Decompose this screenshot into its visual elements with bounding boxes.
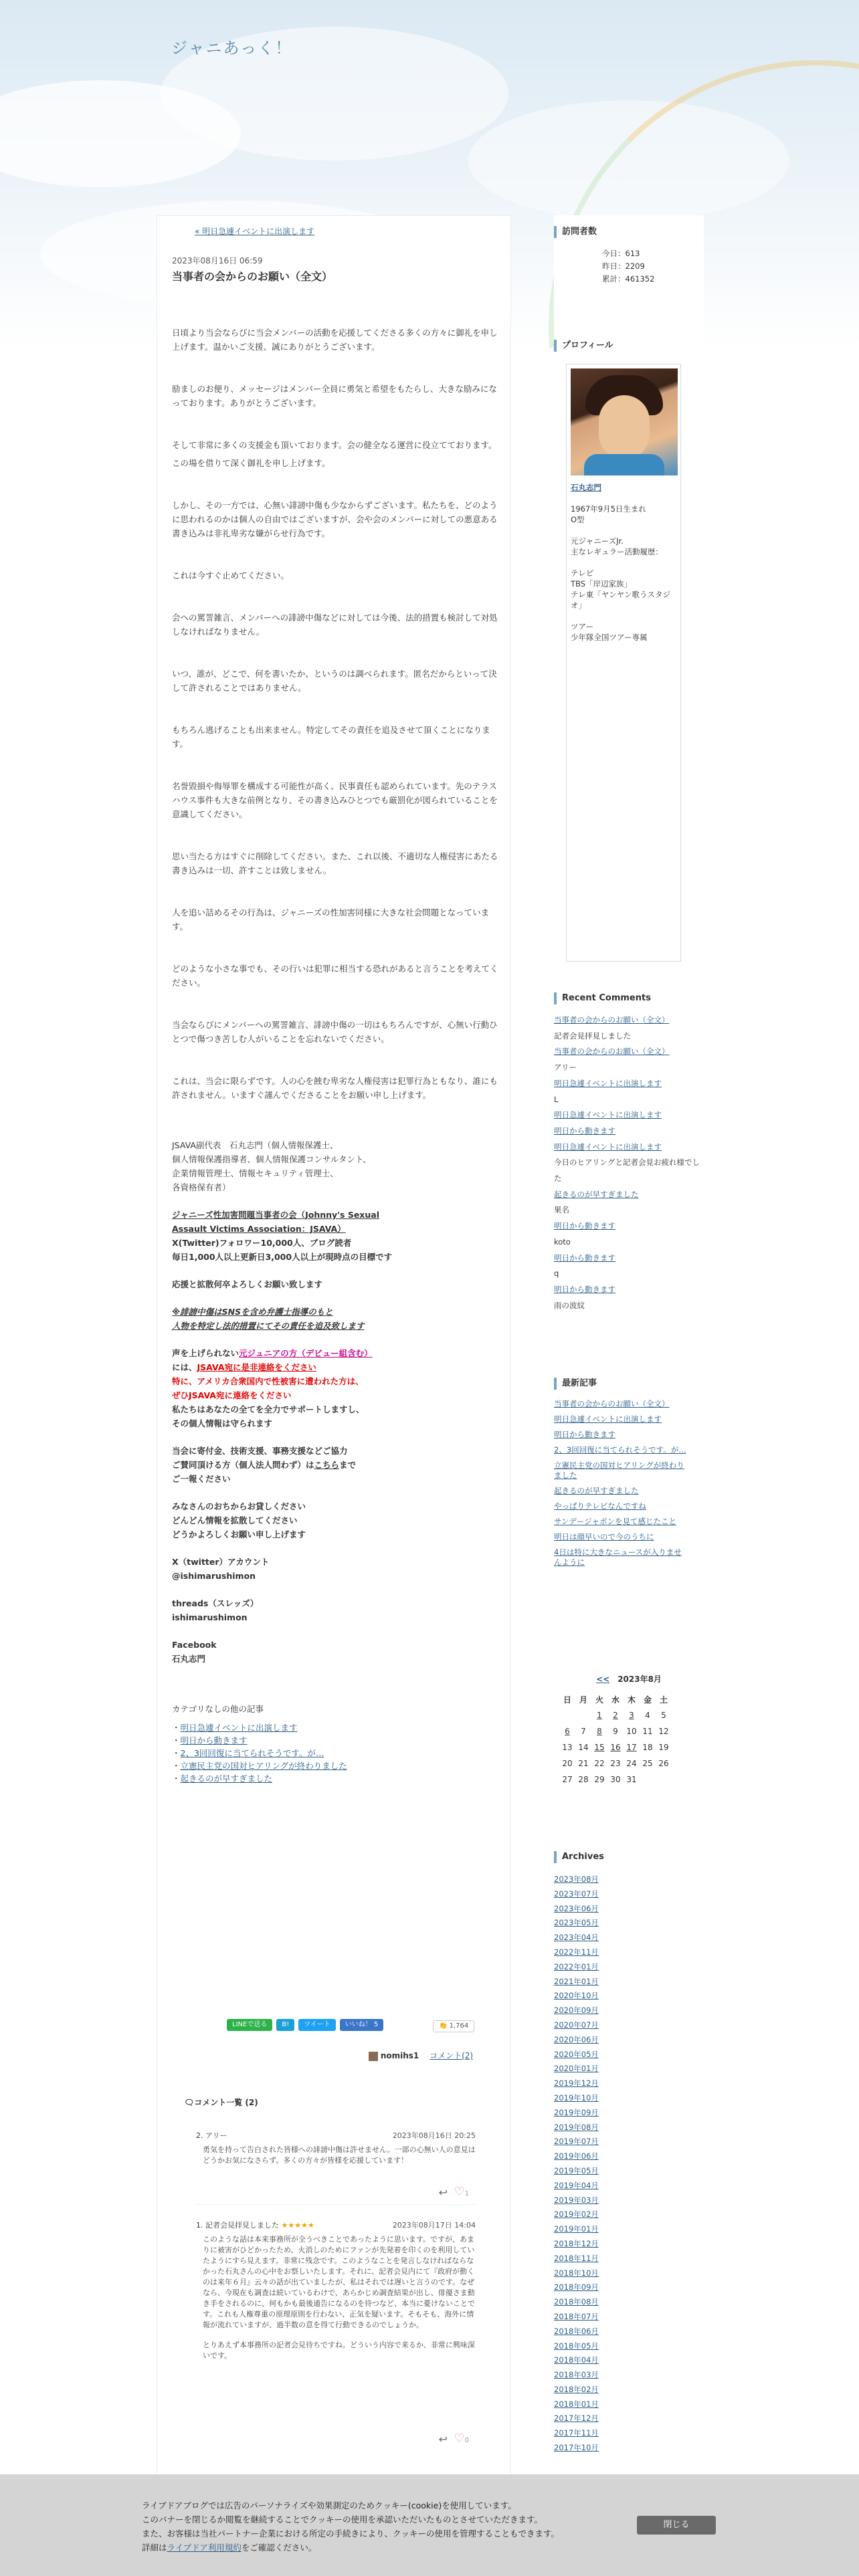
calendar-day-header: 金 [643,1695,652,1705]
site-title[interactable]: ジャニあっく！ [171,39,293,58]
recent-comment-author: koto [554,1237,571,1247]
recent-comment-author: L [554,1094,559,1104]
comment-icon: 🗨 [184,2098,195,2107]
recent-comment-author: 記者会見拝見しました [554,1031,631,1041]
archive-link[interactable]: 2019年08月 [554,2122,599,2132]
calendar-day[interactable]: 15 [594,1743,605,1752]
calendar-day: 22 [594,1759,605,1768]
clap-icon: 👏 [439,2022,448,2030]
calendar-day [575,1707,591,1723]
paragraph: この場を借りて深く御礼を申し上げます。 [172,458,330,468]
donation-text: 当会に寄付金、技術支援、事務支援などご協力 [172,1446,348,1456]
contact-jsava-highlight: JSAVA宛に是非連絡をください [197,1362,316,1372]
comments-heading [184,2097,258,2108]
signature [172,1138,500,1194]
paragraph: これは今すぐ止めてください。 [172,570,290,580]
calendar-day[interactable]: 1 [597,1711,602,1720]
cookie-text: 詳細は [142,2543,167,2553]
other-post-link[interactable]: 2、3回回復に当てられそうです。が… [180,1748,324,1758]
comments-link[interactable]: コメント(2) [430,2051,474,2060]
calendar-day-header: 日 [563,1695,571,1705]
archive-link[interactable]: 2019年10月 [554,2092,599,2103]
archive-link[interactable]: 2019年12月 [554,2078,599,2088]
line-share-button[interactable]: LINEで送る [227,2019,272,2031]
recent-comment-post-link[interactable]: 明日急遽イベントに出演します [554,1078,662,1088]
archive-link[interactable]: 2018年07月 [554,2311,599,2321]
x-account-label: X（twitter）アカウント [172,1557,270,1567]
calendar-day-header: 土 [659,1695,668,1705]
reply-icon[interactable]: ↩ [438,2186,448,2199]
tweet-button[interactable]: ツイート [298,2019,336,2031]
archive-link[interactable]: 2020年01月 [554,2064,599,2074]
calendar-widget [554,1673,704,1788]
archive-link[interactable]: 2020年05月 [554,2049,599,2059]
archive-link[interactable]: 2017年10月 [554,2443,599,2453]
archive-link[interactable]: 2022年11月 [554,1947,599,1957]
like-count: 0 [464,2437,469,2444]
latest-posts-title: 最新記事 [554,1378,704,1390]
archive-link[interactable]: 2019年07月 [554,2137,599,2147]
calendar-day: 28 [578,1775,589,1784]
org-name-link[interactable]: ジャニーズ性加害問題当事者の会（Johnny's Sexual [172,1210,379,1220]
profile-line: 主なレギュラー活動履歴： [571,547,663,556]
spread-request: 応援と拡散何卒よろしくお願い致します [172,1279,323,1289]
recent-comment-author: 果名 [554,1205,569,1215]
comment-text-2: とりあえず本事務所の記者会見待ちですね。どういう内容で来るか、非常に興味深いです。 [203,2341,475,2360]
recent-comment-author: アリー [554,1063,577,1073]
latest-post-link[interactable]: 当事者の会からのお願い（全文） [554,1399,670,1408]
calendar-month: 2023年8月 [617,1675,662,1684]
calendar-day: 27 [562,1775,573,1784]
recent-comments-widget [554,992,704,1313]
archive-link[interactable]: 2023年05月 [554,1918,599,1928]
archive-link[interactable]: 2020年06月 [554,2034,599,2044]
comment-item [196,2130,476,2205]
profile-line: 少年隊全国ツアー専属 [571,633,648,642]
comment-text: このような話は本来事務所が全うべきことであったように思います。ですが、あまりに被害がひどかったため、火消しのためにファンが先発着を印くのを利用していたようにすら見えます。非常に残念です。このようなことを発言しなければならなかった石丸さんの心中をお察しいたします。それに、記者会見内にて『政府が動くのは来年６月』云々の話が出ていましたが、私はそれでは遅いと言うのです。なぜなら、今現在も調査は続いているわけで、あらかじめ調査結果が出し、俳優さま動き手をされるのに、何もかも最後通告になるのを待つなど、本当に憂けないことです。これも人権尊重の原理原則を行わない、正気を疑います。そもそも、海外に情報が流れていますが、過半数の意を得て行動できるのでしょうか。 [203,2235,475,2329]
calendar-table [559,1691,672,1788]
recent-comment-post-link[interactable]: 明日から動きます [554,1253,615,1263]
recent-comment-author: 雨の波紋 [554,1300,585,1310]
profile-box [566,364,681,962]
sig-line: 企業情報管理士、情報セキュリティ管理士、 [172,1168,339,1178]
calendar-day[interactable]: 6 [565,1727,570,1736]
author-line [369,2050,473,2061]
archives-widget [554,1851,704,2456]
calendar-day: 25 [642,1759,653,1768]
plea-line: どうかよろしくお願い申し上げます [172,1529,306,1539]
latest-post-link[interactable]: 明日は顔早いので今のうちに [554,1532,654,1541]
hatena-button[interactable]: B! [276,2019,294,2031]
archive-link[interactable]: 2018年06月 [554,2326,599,2336]
calendar-day: 26 [658,1759,669,1768]
former-junior-highlight: 元ジュニアの方（デビュー組含む） [239,1348,373,1358]
calendar-day[interactable]: 3 [629,1711,634,1720]
recent-comment-post-link[interactable]: 起きるのが早すぎました [554,1189,639,1199]
archive-link[interactable]: 2017年12月 [554,2413,599,2424]
legal-note: ※誹謗中傷はSNSを含め弁護士指導のもと [172,1307,333,1317]
plea-line: どんどん情報を拡散してください [172,1515,298,1525]
privacy-text: その個人情報は守られます [172,1418,273,1428]
sig-line: JSAVA副代表 石丸志門（個人情報保護士、 [172,1140,339,1150]
org-name-link-2[interactable]: Assault Victims Association：JSAVA） [172,1224,346,1234]
calendar-day: 30 [610,1775,621,1784]
archive-link[interactable]: 2018年01月 [554,2399,599,2409]
profile-line: O型 [571,515,585,524]
archive-link[interactable]: 2020年09月 [554,2006,599,2016]
profile-line: 元ジャニーズJr. [571,536,624,546]
recent-comment-post-link[interactable]: 明日から動きます [554,1284,615,1294]
like-button[interactable]: いいね！ 5 [340,2019,384,2031]
paragraph: これは、当会に限らずです。人の心を蝕む卑劣な人権侵害は犯罪行為ともなり、誰にも許されません。いますぐ謹んでくださることをお願い申し上げます。 [172,1076,498,1100]
call-text: には、 [172,1362,197,1372]
post-date: 2023年08月16日 06:59 [172,256,263,265]
profile-avatar [571,368,678,475]
paragraph: 励ましのお便り、メッセージはメンバー全員に勇気と希望をもたらし、大きな励みになっております。ありがとうございます。 [172,384,497,408]
support-text: 私たちはあなたの全てを全力でサポートしますし、 [172,1404,365,1414]
paragraph: もちろん逃げることも出来ません。特定してその責任を追及させて頂くことになります。 [172,725,490,749]
archive-link[interactable]: 2018年10月 [554,2268,599,2278]
commenter-name: 記者会見拝見しました [205,2221,279,2230]
calendar-day[interactable]: 2 [613,1711,618,1720]
profile-title: プロフィール [554,340,704,352]
calendar-day: 20 [562,1759,573,1768]
calendar-day: 5 [661,1711,666,1720]
calendar-day: 19 [658,1743,669,1752]
profile-line: ツアー [571,622,594,631]
cookie-text: ライブドアブログでは広告のパーソナライズや効果測定のためクッキー(cookie)を使用しています。 [142,2500,516,2510]
calendar-day: 13 [562,1743,573,1752]
archive-link[interactable]: 2018年11月 [554,2253,599,2263]
prev-post-link[interactable]: « 明日急遽イベントに出演します [195,227,315,236]
share-bar [227,2019,387,2034]
archive-link[interactable]: 2019年09月 [554,2107,599,2117]
calendar-day[interactable]: 17 [626,1743,637,1752]
post-body: 日頃より当会ならびに当会メンバーの活動を応援してくださる多くの方々に御礼を申し上げます。温かいご支援、誠にありがとうございます。 励ましのお便り、メッセージはメンバー全員に勇気と希望をもたらし、大きな励みになっております。ありがとうございます。 そして非常に多くの支援金も頂いております。会の健全なる運営に役立てております。 この場を借りて深く御礼を申し上げます。 しかし、その一方では、心無い誹謗中傷も少なからずございます。私たちを、どのように思われるのかは個人の自由ではございますが、会や会のメンバーに対しての悪意ある書き込みは非礼卑劣な嫌がらせ行為です。 これは今すぐ止めてください。 会への罵詈雑言、メンバーへの誹謗中傷などに対しては今後、法的措置も検討して対処しなければなりません。 いつ、誰が、どこで、何を書いたか、というのは調べられます。匿名だからといって決して許されることではありません。 もちろん逃げることも出来ません。特定してその責任を追及させて頂くことになります。 名誉毀損や侮辱罪を構成する可能性が高く、民事責任も認められています。先のテラスハウス事件も大きな前例となり、その書き込みひとつでも厳罰化が図られていることを意識してください。 思い当たる方はすぐに削除してください。また、これ以後、不適切な人権侵害にあたる書き込みは一切、許すことは致しません。 人を追い詰めるその行為は、ジャニーズの性加害同様に大きな社会問題となっています。 どのような小さな事でも、その行いは犯罪に相当する恐れがあると言うことを考えてください。 当会ならびにメンバーへの罵詈雑言、誹謗中傷の一切はもちろんですが、心無い行動ひとつで傷つき苦しむ人がいることを忘れないでください。 これは、当会に限らずです。人の心を蝕む卑劣な人権侵害は犯罪行為ともなり、誰にも許されません。いますぐ謹んでくださることをお願い申し上げます。 JSAVA副代表 石丸志門（個人情報保護士、 個人情報保護指導者、個人情報保護コンサルタント、 企業情報管理士、情報セキュリティ管理士、 各資格保有者） ジャニーズ性加害問題当事者の会（Johnny's Sexual Assault Victims Association：JSAVA） X(Twitter)フォロワー10,000人、ブログ読者 毎日1,000人以上更新日3,000人以上が現時点の目標です 応援と拡散何卒よろしくお願い致します ※誹謗中傷はSNSを含め弁護士指導のもと 人物を特定し法的措置にてその責任を追及致します 声を上げられない元ジュニアの方（デビュー組含む） には、JSAVA宛に是非連絡をください 特に、アメリカ合衆国内で性被害に遭われた方は、 ぜひJSAVA宛に連絡をください 私たちはあなたの全てを全力でサポートしますし、 その個人情報は守られます 当会に寄付金、技術支援、事務支援などご協力 ご賛同頂ける方（個人法人問わず）はこちらまで ご一報ください みなさんのおちからお貸しください どんどん情報を拡散してください どうかよろしくお願い申し上げます X（twitter）アカウント @ishimarushimon threads（スレッズ） ishimarushimon Facebook 石丸志門 カテゴリなしの他の記事 ・明日急遽イベントに出演します ・明日から動きます ・2、3回回復に当てられそうです。が… ・立憲民主党の国対ヒアリングが終わりました ・起きるのが早すぎました [172,326,500,1785]
author-name[interactable]: nomihs1 [380,2051,419,2060]
cookie-close-button[interactable]: 閉じる [637,2516,716,2535]
archive-link[interactable]: 2023年08月 [554,1874,599,1884]
comment-number: 1. [196,2221,203,2230]
other-post-link[interactable]: 起きるのが早すぎました [180,1774,273,1784]
paragraph: 会への罵詈雑言、メンバーへの誹謗中傷などに対しては今後、法的措置も検討して対処しなければなりません。 [172,613,498,637]
visits-total: 累計：461352 [602,274,655,284]
paragraph: 思い当たる方はすぐに削除してください。また、これ以後、不適切な人権侵害にあたる書き込みは一切、許すことは致しません。 [172,851,498,875]
recent-comment-author: 今日のヒアリングと記者会見お疲れ様でした [554,1158,700,1184]
sidebar [554,215,704,2489]
archive-link[interactable]: 2023年07月 [554,1889,599,1899]
visitors-title: 訪問者数 [554,226,704,238]
cookie-text: をご確認ください。 [241,2543,317,2553]
archive-link[interactable]: 2021年01月 [554,1976,599,1986]
recent-comment-post-link[interactable]: 当事者の会からのお願い（全文） [554,1015,670,1025]
calendar-day-header: 水 [611,1695,619,1705]
terms-link[interactable]: ライブドア利用規約 [167,2543,242,2553]
other-post-link[interactable]: 立憲民主党の国対ヒアリングが終わりました [180,1761,347,1771]
heart-icon[interactable]: ♡1 [454,2185,469,2199]
contact-jsava-text: ぜひJSAVA宛に連絡をください [172,1390,292,1400]
paragraph: 人を追い詰めるその行為は、ジャニーズの性加害同様に大きな社会問題となっています。 [172,907,490,932]
visits-yesterday: 昨日：2209 [602,261,645,271]
latest-post-link[interactable]: 起きるのが早すぎました [554,1486,639,1495]
threads-account: ishimarushimon [172,1612,248,1622]
other-post-link[interactable]: 明日急遽イベントに出演します [180,1723,298,1733]
latest-post-link[interactable]: やっぱりテレビなんですね [554,1501,646,1511]
calendar-day: 31 [626,1775,637,1784]
archive-link[interactable]: 2019年03月 [554,2195,599,2205]
archive-link[interactable]: 2023年06月 [554,1903,599,1913]
archive-link[interactable]: 2018年04月 [554,2355,599,2365]
calendar-empty-cell [559,1707,575,1723]
other-post-link[interactable]: 明日から動きます [180,1735,248,1745]
heart-icon[interactable]: ♡0 [454,2432,469,2446]
rating-stars: ★★★★★ [281,2221,314,2230]
archives-title: Archives [554,1851,704,1863]
cookie-text: また、お客様は当社パートナー企業における所定の手続きにより、クッキーの使用を管理することもできます。 [142,2529,560,2539]
legal-note-2: 人物を特定し法的措置にてその責任を追及致します [172,1321,365,1331]
reply-icon[interactable]: ↩ [438,2433,448,2446]
comment-item [196,2220,476,2451]
threads-label: threads（スレッズ） [172,1598,259,1608]
profile-name[interactable]: 石丸志門 [571,483,601,492]
latest-post-link[interactable]: 立憲民主党の国対ヒアリングが終わりました [554,1461,684,1480]
post-title: 当事者の会からのお願い（全文） [172,270,333,283]
archive-link[interactable]: 2018年03月 [554,2370,599,2380]
calendar-day: 10 [626,1727,637,1736]
archive-link[interactable]: 2018年05月 [554,2341,599,2351]
us-victims-text: 特に、アメリカ合衆国内で性被害に遭われた方は、 [172,1376,364,1386]
profile-widget [554,340,704,352]
x-account: @ishimarushimon [172,1571,256,1581]
recent-comment-author: q [554,1269,559,1279]
donation-text-3: まで [339,1460,357,1470]
calendar-day: 7 [581,1727,586,1736]
archive-link[interactable]: 2023年04月 [554,1933,599,1943]
comment-number: 2. [196,2131,203,2140]
archive-link[interactable]: 2018年08月 [554,2297,599,2307]
calendar-day[interactable]: 8 [597,1727,602,1736]
visitor-widget [554,226,704,286]
paragraph: 名誉毀損や侮辱罪を構成する可能性が高く、民事責任も認められています。先のテラスハウス事件も大きな前例となり、その書き込みひとつでも厳罰化が図られていることを意識してください。 [172,781,498,819]
calendar-day: 24 [626,1759,637,1768]
archive-link[interactable]: 2019年05月 [554,2165,599,2175]
facebook-account: 石丸志門 [172,1654,206,1664]
paragraph: そして非常に多くの支援金も頂いております。会の健全なる運営に役立てております。 [172,440,497,450]
latest-post-link[interactable]: サンデージャポンを見て感じたこと [554,1517,676,1526]
calendar-day[interactable]: 16 [610,1743,621,1752]
paragraph: しかし、その一方では、心無い誹謗中傷も少なからずございます。私たちを、どのように思われるのかは個人の自由ではございますが、会や会のメンバーに対しての悪意ある書き込みは非礼卑劣な嫌がらせ行為です。 [172,500,498,538]
recent-comments-title: Recent Comments [554,992,704,1004]
contact-here-link[interactable]: こちら [314,1460,340,1470]
recent-comment-post-link[interactable]: 当事者の会からのお願い（全文） [554,1047,670,1057]
paragraph: 当会ならびにメンバーへの罵詈雑言、誹謗中傷の一切はもちろんですが、心無い行動ひとつで傷つき苦しむ人がいることを忘れないでください。 [172,1020,498,1044]
cookie-banner [0,2474,859,2576]
paragraph: いつ、誰が、どこで、何を書いたか、というのは調べられます。匿名だからといって決して許されることではありません。 [172,669,497,693]
recent-comment-post-link[interactable]: 明日から動きます [554,1221,615,1231]
recent-comment-post-link[interactable]: 明日急遽イベントに出演します [554,1110,662,1120]
latest-post-link[interactable]: 2、3回回復に当てられそうです。が… [554,1445,686,1455]
archive-link[interactable]: 2019年04月 [554,2180,599,2190]
archive-link[interactable]: 2019年02月 [554,2210,599,2220]
calendar-day: 12 [658,1727,669,1736]
share-count-value: 1,764 [449,2022,469,2030]
archive-link[interactable]: 2018年12月 [554,2238,599,2248]
archive-link[interactable]: 2019年01月 [554,2224,599,2234]
call-text: 声を上げられない [172,1348,240,1358]
sig-line: 個人情報保護指導者、個人情報保護コンサルタント、 [172,1154,371,1164]
archive-link[interactable]: 2020年10月 [554,1991,599,2001]
archive-link[interactable]: 2018年02月 [554,2384,599,2394]
calendar-day [640,1772,656,1788]
share-count[interactable] [433,2020,474,2032]
archive-link[interactable]: 2020年07月 [554,2020,599,2030]
latest-post-link[interactable]: 4日は特に大きなニュースが入りませんように [554,1547,682,1567]
calendar-prev-link[interactable]: << [596,1675,610,1684]
cookie-text: このバナーを閉じるか閲覧を継続することでクッキーの使用を承認いただいたものとさせていただきます。 [142,2514,543,2525]
facebook-label: Facebook [172,1640,217,1650]
latest-posts-widget [554,1378,704,1573]
x-followers: X(Twitter)フォロワー10,000人、ブログ読者 [172,1238,352,1248]
calendar-day [656,1772,672,1788]
calendar-day: 18 [642,1743,653,1752]
comment-text: 勇気を持って告白された皆様への誹謗中傷は許せません。一部の心無い人の意見はどうかお気になさらず。多くの方々が皆様を応援しています！ [203,2145,476,2165]
comment-date: 2023年08月17日 14:04 [392,2221,476,2230]
calendar-day: 21 [578,1759,589,1768]
archive-link[interactable]: 2019年06月 [554,2151,599,2161]
plea-line: みなさんのおちからお貸しください [172,1501,306,1511]
paragraph: 日頃より当会ならびに当会メンバーの活動を応援してくださる多くの方々に御礼を申し上げます。温かいご支援、誠にありがとうございます。 [172,328,498,352]
calendar-day: 9 [613,1727,618,1736]
profile-line: 1967年9月5日生まれ [571,504,646,514]
recent-comment-post-link[interactable]: 明日急遽イベントに出演します [554,1142,662,1152]
like-count: 1 [464,2190,469,2197]
recent-comment-post-link[interactable]: 明日から動きます [554,1125,615,1136]
sig-line: 各資格保有者） [172,1182,231,1192]
calendar-day: 4 [645,1711,650,1720]
other-posts-title: カテゴリなしの他の記事 [172,1704,264,1714]
comments-heading-text: コメント一覧 (2) [194,2098,258,2107]
author-avatar [369,2052,378,2061]
article-column [157,215,511,2476]
calendar-day: 11 [642,1727,653,1736]
archive-link[interactable]: 2017年11月 [554,2428,599,2438]
paragraph: どのような小さな事でも、その行いは犯罪に相当する恐れがあると言うことを考えてください。 [172,964,498,988]
calendar-day: 23 [610,1759,621,1768]
latest-post-link[interactable]: 明日から動きます [554,1430,615,1439]
donation-text-2: ご賛同頂ける方（個人法人問わず）は [172,1460,314,1470]
commenter-name: アリー [205,2131,227,2140]
profile-line: TBS「岸辺家族」 [571,579,632,588]
reader-goal: 毎日1,000人以上更新日3,000人以上が現時点の目標です [172,1252,393,1262]
archive-link[interactable]: 2018年09月 [554,2282,599,2292]
calendar-day-header: 木 [627,1695,636,1705]
donation-text-4: ご一報ください [172,1474,231,1484]
calendar-day-header: 月 [579,1695,587,1705]
latest-post-link[interactable]: 明日急遽イベントに出演します [554,1414,662,1424]
calendar-day: 29 [594,1775,605,1784]
comment-date: 2023年08月16日 20:25 [392,2131,476,2140]
profile-line: テレビ [571,568,594,578]
visits-today: 今日：613 [602,249,640,258]
calendar-day: 14 [578,1743,589,1752]
profile-line: テレ東「ヤンヤン歌うスタジオ」 [571,590,671,610]
archive-link[interactable]: 2022年01月 [554,1961,599,1971]
calendar-day-header: 火 [595,1695,603,1705]
